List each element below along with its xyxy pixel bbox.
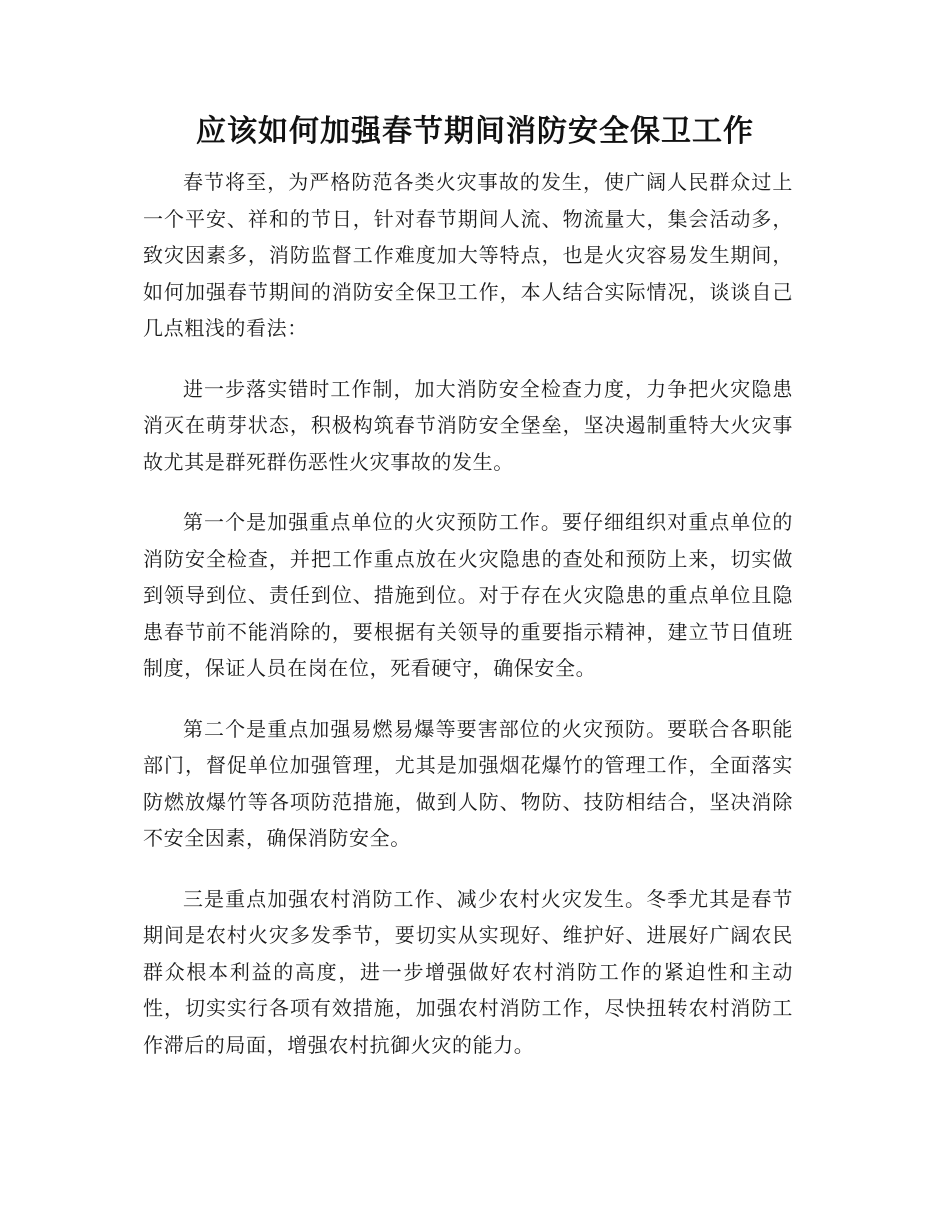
paragraph-key-units: 第一个是加强重点单位的火灾预防工作。要仔细组织对重点单位的消防安全检查，并把工作重点放在火灾隐患的查处和预防上来，切实做到领导到位、责任到位、措施到位。对于存在火灾隐患的重点单位且隐患春节前不能消除的，要根据有关领导的重要指示精神，建立节日值班制度，保证人员在岗在位，死看硬守，确保安全。: [143, 510, 793, 680]
paragraph-rural-fire: 三是重点加强农村消防工作、减少农村火灾发生。冬季尤其是春节期间是农村火灾多发季节，要切实从实现好、维护好、进展好广阔农民群众根本利益的高度，进一步增强做好农村消防工作的紧迫性和主动性，切实实行各项有效措施，加强农村消防工作，尽快扭转农村消防工作滞后的局面，增强农村抗御火灾的能力。: [143, 886, 793, 1057]
paragraph-flammable-sites: 第二个是重点加强易燃易爆等要害部位的火灾预防。要联合各职能部门，督促单位加强管理，尤其是加强烟花爆竹的管理工作，全面落实防燃放爆竹等各项防范措施，做到人防、物防、技防相结合，坚决消除不安全因素，确保消防安全。: [143, 716, 793, 850]
paragraph-work-system: 进一步落实错时工作制，加大消防安全检查力度，力争把火灾隐患消灭在萌芽状态，积极构筑春节消防安全堡垒，坚决遏制重特大火灾事故尤其是群死群伤恶性火灾事故的发生。: [143, 376, 793, 474]
document-body: [143, 164, 793, 1087]
document-title: 应该如何加强春节期间消防安全保卫工作: [196, 114, 754, 149]
paragraph-intro: 春节将至，为严格防范各类火灾事故的发生，使广阔人民群众过上一个平安、祥和的节日，针对春节期间人流、物流量大，集会活动多，致灾因素多，消防监督工作难度加大等特点，也是火灾容易发生期间，如何加强春节期间的消防安全保卫工作，本人结合实际情况，谈谈自己几点粗浅的看法：: [143, 170, 793, 340]
